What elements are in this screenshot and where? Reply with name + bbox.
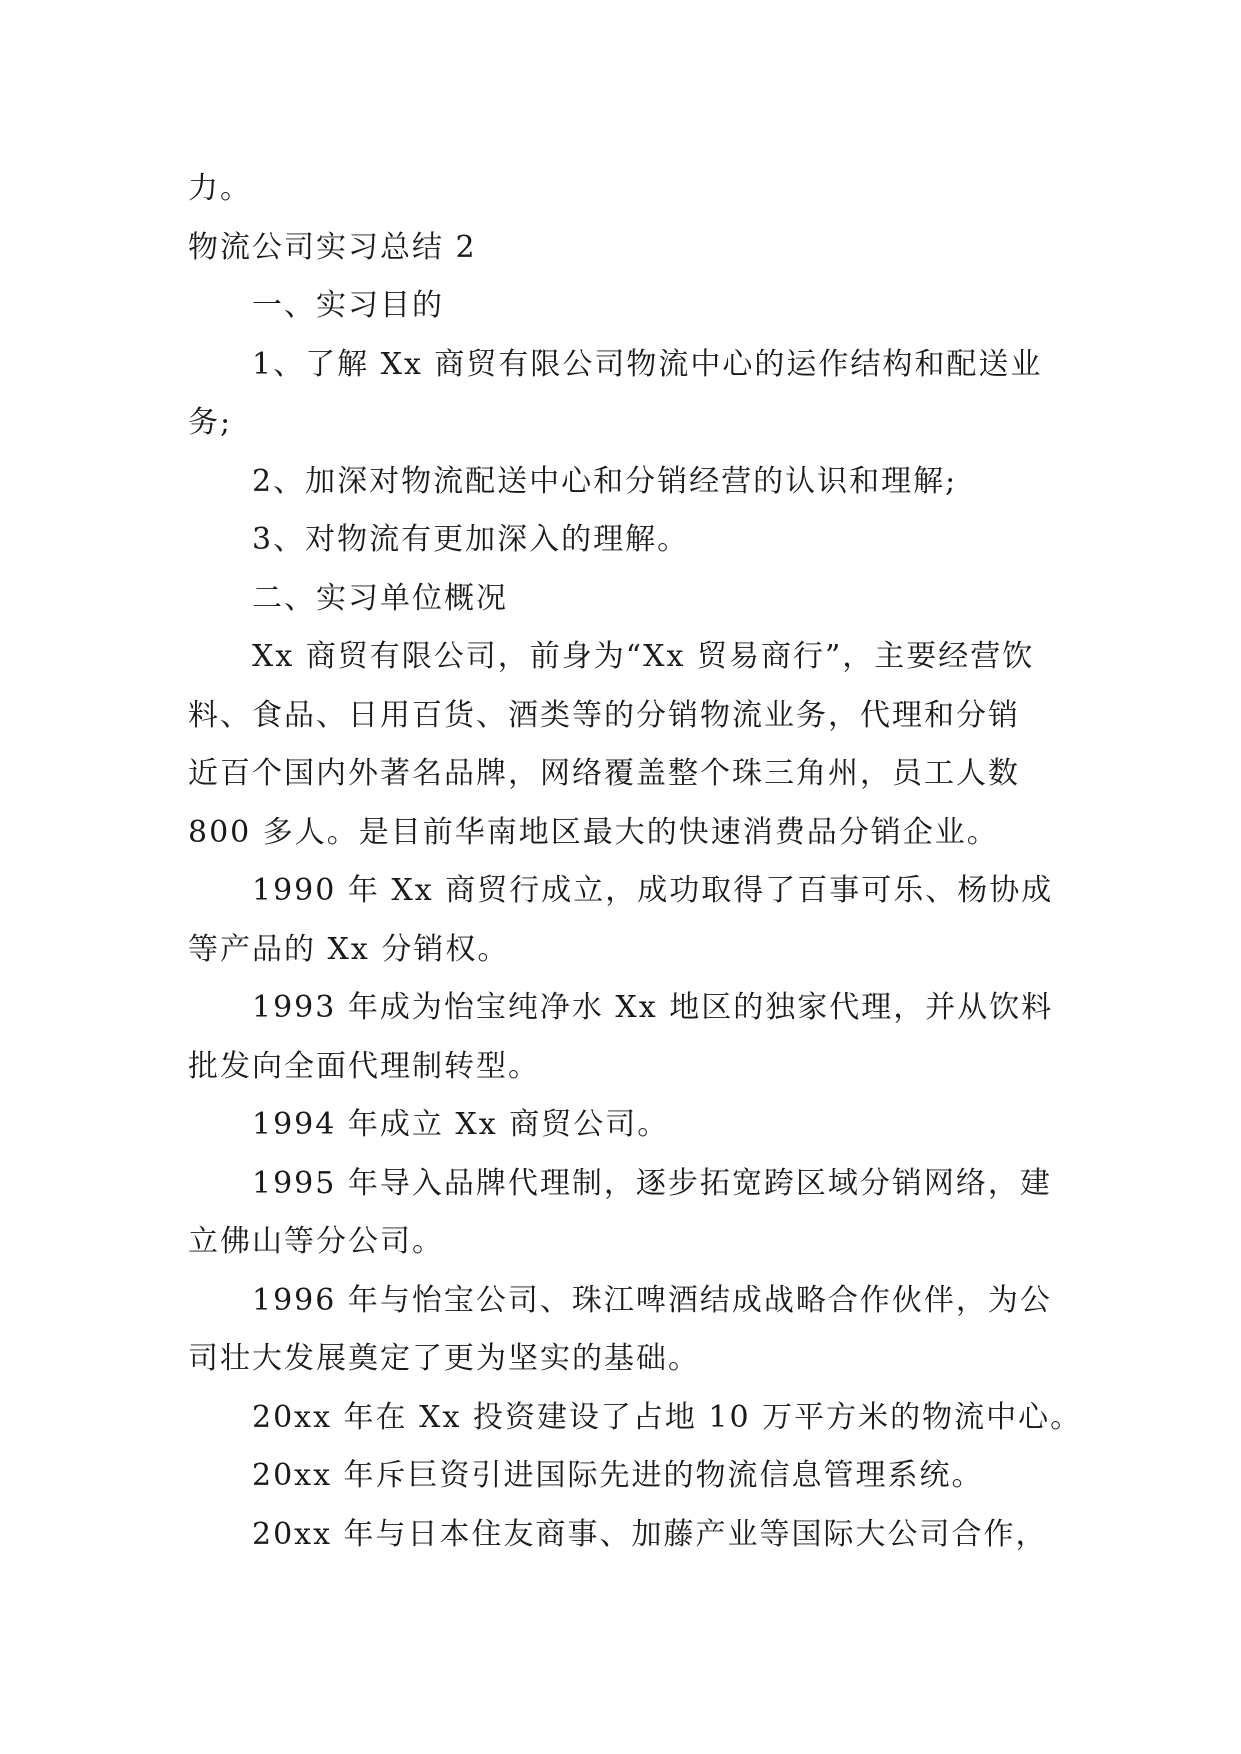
- text-line: 1993 年成为怡宝纯净水 Xx 地区的独家代理，并从饮料: [252, 990, 1054, 1025]
- text-line: 司壮大发展奠定了更为坚实的基础。: [188, 1341, 700, 1376]
- text-line: 20xx 年在 Xx 投资建设了占地 10 万平方米的物流中心。: [252, 1399, 1083, 1435]
- text-line: 立佛山等分公司。: [188, 1224, 444, 1259]
- text-line: 等产品的 Xx 分销权。: [188, 931, 510, 967]
- text-line: 料、食品、日用百货、酒类等的分销物流业务，代理和分销: [188, 697, 1020, 733]
- text-line: 800 多人。是目前华南地区最大的快速消费品分销企业。: [188, 814, 999, 850]
- document-body: [188, 160, 1083, 1564]
- text-line: 3、对物流有更加深入的理解。: [252, 522, 690, 557]
- text-line: 近百个国内外著名品牌，网络覆盖整个珠三角州，员工人数: [188, 756, 1020, 791]
- text-line: 1990 年 Xx 商贸行成立，成功取得了百事可乐、杨协成: [252, 873, 1054, 908]
- text-line: 一、实习目的: [252, 288, 444, 323]
- text-line: 20xx 年斥巨资引进国际先进的物流信息管理系统。: [252, 1458, 984, 1493]
- text-line: 批发向全面代理制转型。: [188, 1048, 540, 1084]
- text-line: Xx 商贸有限公司，前身为“Xx 贸易商行”，主要经营饮: [252, 639, 1035, 674]
- text-line: 物流公司实习总结 2: [188, 229, 477, 265]
- text-line: 2、加深对物流配送中心和分销经营的认识和理解;: [252, 463, 958, 499]
- text-line: 1996 年与怡宝公司、珠江啤酒结成战略合作伙伴，为公: [252, 1282, 1052, 1318]
- text-line: 力。: [188, 171, 252, 206]
- text-line: 务;: [188, 405, 233, 440]
- text-line: 1994 年成立 Xx 商贸公司。: [252, 1107, 670, 1142]
- text-line: 二、实习单位概况: [252, 580, 508, 616]
- text-line: 1995 年导入品牌代理制，逐步拓宽跨区域分销网络，建: [252, 1165, 1052, 1201]
- text-line: 1、了解 Xx 商贸有限公司物流中心的运作结构和配送业: [252, 346, 1043, 382]
- text-line: 20xx 年与日本住友商事、加藤产业等国际大公司合作，: [252, 1516, 1048, 1552]
